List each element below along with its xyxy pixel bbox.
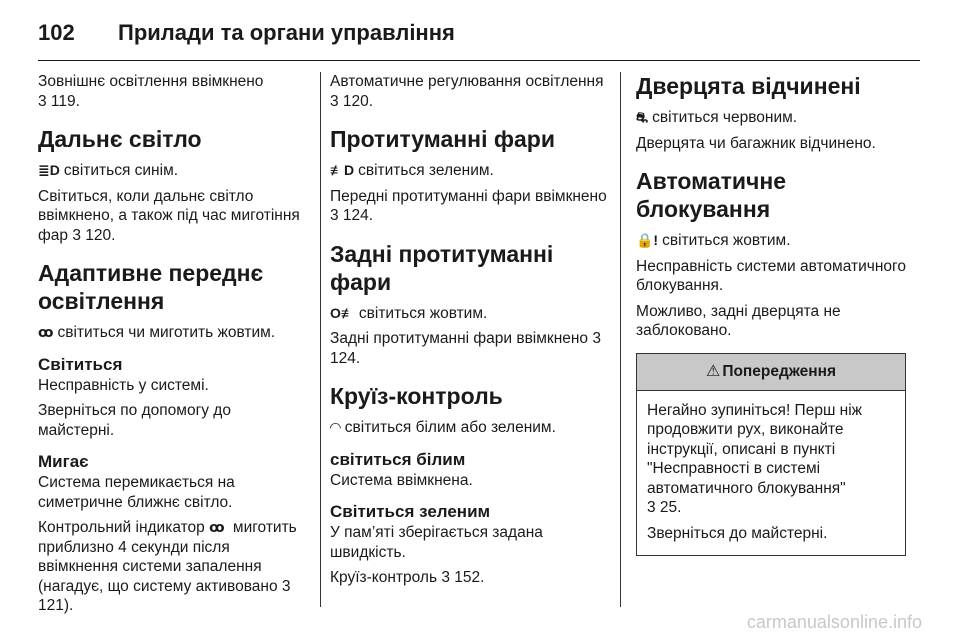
indicator-line: ꝏ світиться чи миготить жовтим. xyxy=(38,324,276,341)
column-divider xyxy=(320,72,321,607)
rear-fog-icon: O≢ xyxy=(330,304,355,321)
door-open-icon: ⛐ xyxy=(636,109,649,125)
page-reference: 3 124. xyxy=(330,330,601,367)
body-paragraph: Система перемикається на симетричне ближнє світло. xyxy=(38,474,235,511)
body-paragraph: Круїз-контроль 3 152. xyxy=(330,569,485,586)
watermark: carmanualsonline.info xyxy=(746,612,922,632)
body-paragraph: Світиться, коли дальнє світло ввімкнено, а також під час миготіння фар 3 120. xyxy=(38,187,300,244)
page-reference: 3 119. xyxy=(38,92,80,110)
body-paragraph: Задні протитуманні фари ввімкнено 3 124. xyxy=(330,330,601,367)
warning-triangle-icon: ⚠ xyxy=(705,362,721,380)
body-paragraph: Несправність системи автоматичного блокування. xyxy=(636,257,906,294)
indicator-line: ⛐ світиться червоним. xyxy=(636,109,798,126)
warning-body xyxy=(637,391,905,556)
section-heading-adaptive-lighting: Адаптивне переднє освітлення xyxy=(38,260,264,314)
adaptive-light-icon: ꝏ xyxy=(38,324,54,340)
indicator-line: O≢ світиться жовтим. xyxy=(330,304,488,322)
section-heading-auto-lock: Автоматичне блокування xyxy=(636,168,787,222)
body-paragraph: Зверніться по допомогу до майстерні. xyxy=(38,402,231,439)
warning-header xyxy=(637,354,905,391)
adaptive-light-icon: ꝏ xyxy=(209,519,225,535)
section-heading-cruise-control: Круїз-контроль xyxy=(330,383,503,409)
front-fog-icon: ≢D xyxy=(330,162,355,178)
page-reference: 3 120. xyxy=(330,92,374,110)
column-left xyxy=(38,72,310,622)
section-heading-high-beam: Дальнє світло xyxy=(38,126,202,152)
section-heading-rear-fog: Задні протитуманні фари xyxy=(330,240,554,295)
page-number: 102 xyxy=(38,20,75,45)
page-reference: 3 121). xyxy=(38,577,291,614)
indicator-line: ≢D світиться зеленим. xyxy=(330,162,494,179)
body-paragraph: Несправність у системі. xyxy=(38,376,209,394)
body-paragraph: Система ввімкнена. xyxy=(330,471,473,489)
subheading-lit-white: світиться білим xyxy=(330,449,466,469)
column-divider xyxy=(620,72,621,607)
cruise-control-icon: ◠ xyxy=(330,419,341,435)
column-right xyxy=(636,72,906,556)
body-paragraph: Можливо, задні дверцята не заблоковано. xyxy=(636,302,841,339)
page-header xyxy=(38,14,920,61)
page-reference: 3 25. xyxy=(647,499,682,516)
body-paragraph: Негайно зупиніться! Перш ніж продовжити рух, виконайте інструкції, описані в пункті "Несправності в системі автоматичного блокування" 3 25. xyxy=(647,401,863,516)
section-heading-door-open: Дверцята відчинені xyxy=(636,73,861,99)
page-reference: 3 124. xyxy=(330,207,374,224)
body-paragraph: Зверніться до майстерні. xyxy=(647,524,828,542)
intro-paragraph: Автоматичне регулювання освітлення 3 120. xyxy=(330,73,604,110)
body-paragraph: Передні протитуманні фари ввімкнено 3 124. xyxy=(330,187,607,224)
indicator-line: 🔒! світиться жовтим. xyxy=(636,232,791,249)
column-middle xyxy=(330,72,610,594)
section-heading-front-fog: Протитуманні фари xyxy=(330,126,555,152)
indicator-line: ≣D світиться синім. xyxy=(38,162,179,179)
body-paragraph: Дверцята чи багажник відчинено. xyxy=(636,134,876,152)
body-paragraph: У пам’яті зберігається задана швидкість. xyxy=(330,524,543,561)
high-beam-icon: ≣D xyxy=(38,162,60,178)
intro-paragraph: Зовнішнє освітлення ввімкнено 3 119. xyxy=(38,73,264,110)
page-reference: 3 152. xyxy=(441,569,485,586)
subheading-blinking: Мигає xyxy=(38,452,89,471)
body-paragraph: Контрольний індикатор ꝏ миготить приблизно 4 секунди після ввімкнення системи запалення (нагадує, що систему активовано 3 121). xyxy=(38,519,297,614)
lock-warning-icon: 🔒! xyxy=(636,232,659,248)
warning-box xyxy=(636,353,906,557)
warning-title: Попередження xyxy=(722,362,837,380)
page-reference: 3 120. xyxy=(72,226,116,244)
subheading-lit-green: Світиться зеленим xyxy=(330,502,491,521)
subheading-lit: Світиться xyxy=(38,354,123,374)
indicator-line: ◠ світиться білим або зеленим. xyxy=(330,419,556,436)
page-title: Прилади та органи управління xyxy=(118,20,455,45)
